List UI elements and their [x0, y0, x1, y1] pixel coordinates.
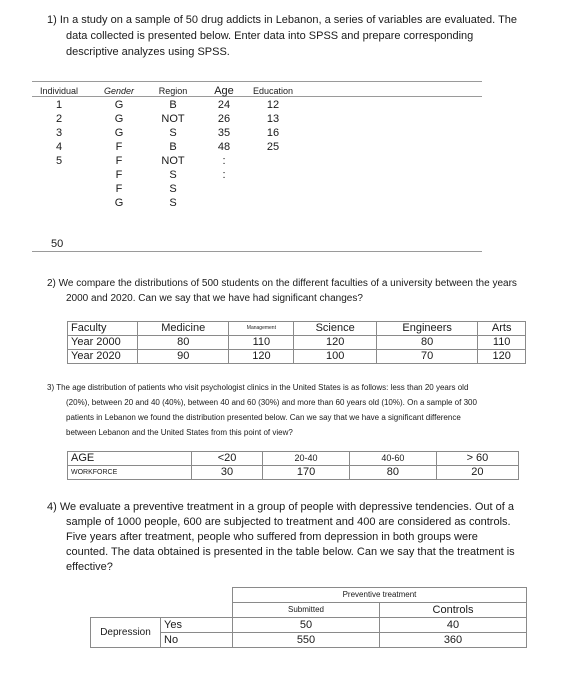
table-cell: Engineers: [377, 322, 478, 336]
table1-cell: 3: [55, 127, 63, 139]
empty-cell: [91, 603, 161, 618]
table-cell: Year 2020: [68, 350, 138, 364]
table1-cell: F: [115, 155, 123, 167]
table-cell: 80: [349, 466, 436, 480]
table-cell: Controls: [380, 603, 527, 618]
table-cell: > 60: [436, 452, 518, 466]
table1-cell: B: [169, 141, 177, 153]
table1-cell: 1: [55, 99, 63, 111]
table-cell: 40-60: [349, 452, 436, 466]
table-cell: 170: [263, 466, 350, 480]
table1-cell: 12: [266, 99, 280, 111]
question-4: [47, 500, 552, 575]
table-cell: 20: [436, 466, 518, 480]
age-distribution-table: [67, 451, 519, 480]
table-cell: Medicine: [138, 322, 229, 336]
table1-header-region: Region: [158, 86, 188, 96]
table-group-header: Preventive treatment: [233, 588, 527, 603]
table-cell: Year 2000: [68, 336, 138, 350]
table-cell: 360: [380, 633, 527, 648]
table-cell: Science: [294, 322, 377, 336]
table1-cell: 35: [217, 127, 231, 139]
table-cell: 120: [478, 350, 526, 364]
table-cell: 120: [294, 336, 377, 350]
empty-cell: [91, 588, 161, 603]
table1-header-education: Education: [252, 86, 294, 96]
table1-cell: 48: [217, 141, 231, 153]
table1-cell: G: [114, 197, 124, 209]
question-1: [47, 12, 552, 60]
table-cell: AGE: [68, 452, 192, 466]
table1-header-age: Age: [214, 85, 234, 97]
table-cell: Management: [229, 322, 294, 336]
table1-cell: 5: [55, 155, 63, 167]
q3-line-2: (20%), between 20 and 40 (40%), between 40 and 60 (30%) and more than 60 years old (10%). On a sample of 300: [66, 398, 477, 407]
table1-col-education: [248, 84, 298, 154]
table-cell: 120: [229, 350, 294, 364]
table-cell: Faculty: [68, 322, 138, 336]
table1-cell: G: [114, 99, 124, 111]
table1-cell: 26: [217, 113, 231, 125]
table-cell: 100: [294, 350, 377, 364]
question-3: [47, 380, 555, 440]
table-cell: <20: [192, 452, 263, 466]
table-cell: WORKFORCE: [68, 466, 192, 480]
q4-line-3: Five years after treatment, people who suffered from depression in both groups were: [66, 531, 478, 543]
q1-line-2: data collected is presented below. Enter data into SPSS and prepare corresponding: [66, 30, 474, 42]
q4-line-1: 4) We evaluate a preventive treatment in a group of people with depressive tendencies. Out of a: [47, 501, 514, 513]
table1-cell: F: [115, 183, 123, 195]
table1-cell: 25: [266, 141, 280, 153]
table1-top-rule: [32, 81, 482, 82]
q1-line-3: descriptive analyzes using SPSS.: [66, 46, 230, 58]
table1-cell: S: [169, 197, 177, 209]
table-row-label: Depression: [91, 618, 161, 648]
table1-col-region: [153, 84, 193, 210]
table-cell: 70: [377, 350, 478, 364]
table-cell: 40: [380, 618, 527, 633]
table-cell: 110: [229, 336, 294, 350]
q3-line-1: 3) The age distribution of patients who visit psychologist clinics in the United States is as follows: less than 20 years old: [47, 383, 469, 392]
table1-cell: 13: [266, 113, 280, 125]
table1-cell: G: [114, 113, 124, 125]
table1-cell: G: [114, 127, 124, 139]
table-cell: 80: [377, 336, 478, 350]
table1-cell: 16: [266, 127, 280, 139]
table1-cell: :: [222, 169, 226, 181]
table-row: [68, 322, 526, 336]
table1-cell: S: [169, 169, 177, 181]
faculty-table: [67, 321, 526, 364]
table1-last-individual: 50: [51, 238, 64, 250]
table-cell: 90: [138, 350, 229, 364]
table-cell: No: [161, 633, 233, 648]
table1-cell: F: [115, 169, 123, 181]
table-row: [68, 336, 526, 350]
q3-line-3: patients in Lebanon we found the distribution presented below. Can we say that we have a significant difference: [66, 413, 461, 422]
table1-cell: F: [115, 141, 123, 153]
table-cell: 50: [233, 618, 380, 633]
table1-cell: B: [169, 99, 177, 111]
table1-cell: NOT: [161, 113, 185, 125]
table1-col-gender: [99, 84, 139, 210]
table1-cell: NOT: [161, 155, 185, 167]
table-row: [68, 452, 519, 466]
table1-cell: 2: [55, 113, 63, 125]
table1-bottom-rule: [32, 251, 482, 252]
empty-cell: [161, 603, 233, 618]
q2-line-1: 2) We compare the distributions of 500 students on the different faculties of a university between the years: [47, 278, 517, 289]
treatment-table: [90, 587, 527, 648]
table-cell: 110: [478, 336, 526, 350]
q4-line-4: counted. The data obtained is presented in the table below. Can we say that the treatment is: [66, 546, 515, 558]
q4-line-5: effective?: [66, 561, 113, 573]
q1-line-1: 1) In a study on a sample of 50 drug addicts in Lebanon, a series of variables are evaluated. The: [47, 14, 518, 26]
empty-cell: [161, 588, 233, 603]
table-cell: 20-40: [263, 452, 350, 466]
table1-col-individual: [36, 84, 82, 168]
table-cell: Submitted: [233, 603, 380, 618]
table-row: [91, 588, 527, 603]
table1-cell: S: [169, 127, 177, 139]
table-cell: 80: [138, 336, 229, 350]
table-cell: Arts: [478, 322, 526, 336]
table-row: [68, 466, 519, 480]
table-cell: 550: [233, 633, 380, 648]
table1-cell: 4: [55, 141, 63, 153]
table1-cell: 24: [217, 99, 231, 111]
treatment-table-grid: [90, 587, 527, 648]
table1-col-age: [209, 84, 239, 182]
table1-cell: S: [169, 183, 177, 195]
table1-header-individual: Individual: [39, 86, 79, 96]
q3-line-4: between Lebanon and the United States from this point of view?: [66, 428, 293, 437]
table1-header-gender: Gender: [103, 86, 135, 96]
table-cell: 30: [192, 466, 263, 480]
table-row: [68, 350, 526, 364]
q4-line-2: sample of 1000 people, 600 are subjected to treatment and 400 are considered as controls.: [66, 516, 511, 528]
table1-cell: :: [222, 155, 226, 167]
table-cell: Yes: [161, 618, 233, 633]
q2-line-2: 2000 and 2020. Can we say that we have had significant changes?: [66, 293, 363, 304]
table-row: [91, 618, 527, 633]
question-2: [47, 276, 557, 306]
table-row: [91, 603, 527, 618]
